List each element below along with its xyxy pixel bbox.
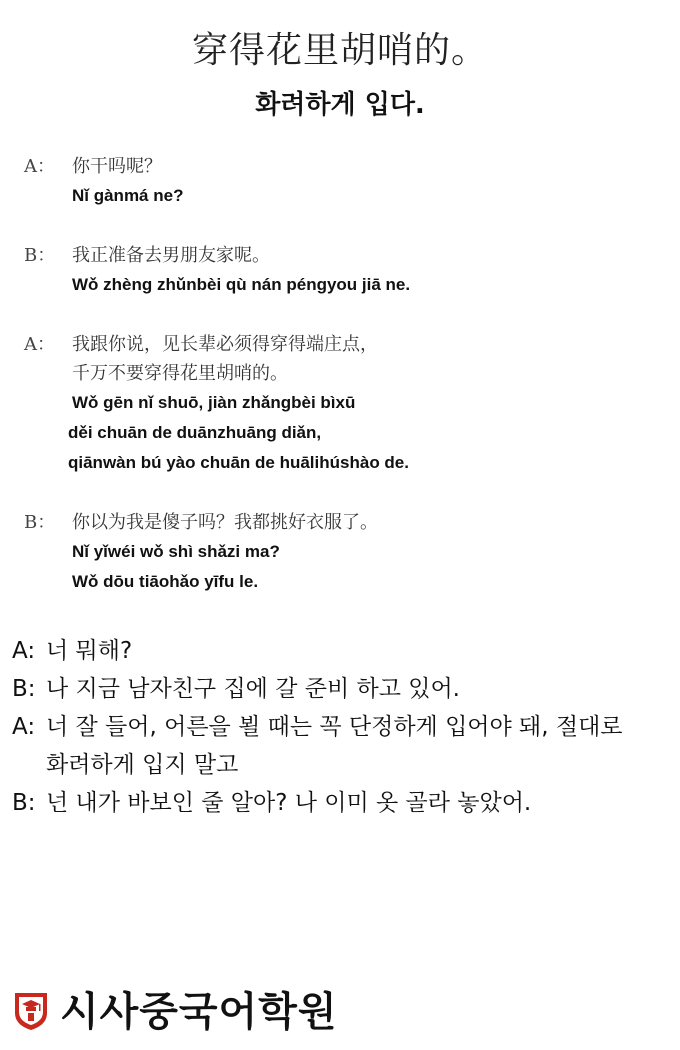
speaker-label: B:	[12, 676, 36, 702]
translation-row	[12, 708, 672, 746]
translation-row	[12, 784, 672, 822]
pinyin-line: qiānwàn bú yào chuān de huālihúshào de.	[68, 453, 409, 472]
chinese-line: 我正准备去男朋友家呢。	[72, 245, 270, 266]
red-shield-graduation-cap-icon	[12, 987, 50, 1031]
chinese-line: 我跟你说，见长辈必须得穿得端庄点，	[72, 334, 378, 355]
korean-translation	[12, 632, 672, 822]
speaker-label: A：	[24, 156, 55, 177]
chinese-line: 你以为我是傻子吗？我都挑好衣服了。	[72, 512, 378, 533]
translation-row	[12, 746, 672, 784]
title-chinese: 穿得花里胡哨的。	[191, 30, 488, 71]
translation-text: 나 지금 남자친구 집에 갈 준비 하고 있어.	[46, 676, 460, 702]
brand-name: 시사중국어학원	[60, 989, 338, 1035]
title-korean: 화려하게 입다.	[255, 90, 425, 120]
brand-footer	[12, 980, 337, 1037]
speaker-label: B:	[12, 790, 36, 816]
chinese-dialogue	[24, 152, 504, 627]
translation-row	[12, 632, 672, 670]
speaker-label: B：	[24, 512, 56, 533]
dialogue-turn	[24, 330, 504, 478]
translation-row	[12, 670, 672, 708]
pinyin-line: Wǒ dōu tiāohǎo yīfu le.	[72, 572, 259, 591]
pinyin-line: Nǐ gànmá ne?	[72, 186, 184, 205]
dialogue-turn	[24, 508, 504, 597]
speaker-label: A:	[12, 714, 36, 740]
pinyin-line: Nǐ yǐwéi wǒ shì shǎzi ma?	[72, 542, 280, 561]
speaker-label: A:	[12, 638, 36, 664]
dialogue-turn	[24, 152, 504, 211]
pinyin-line: Wǒ zhèng zhǔnbèi qù nán péngyou jiā ne.	[72, 275, 411, 294]
chinese-line: 千万不要穿得花里胡哨的。	[72, 363, 288, 384]
translation-text: 화려하게 입지 말고	[46, 752, 239, 778]
dialogue-turn	[24, 241, 504, 300]
translation-text: 너 뭐해?	[46, 638, 133, 664]
speaker-label: B：	[24, 245, 56, 266]
speaker-label: A：	[24, 334, 55, 355]
translation-text: 너 잘 들어, 어른을 뵐 때는 꼭 단정하게 입어야 돼, 절대로	[46, 714, 623, 740]
chinese-line: 你干吗呢？	[72, 156, 162, 177]
pinyin-line: děi chuān de duānzhuāng diǎn,	[68, 423, 322, 442]
translation-text: 넌 내가 바보인 줄 알아? 나 이미 옷 골라 놓았어.	[46, 790, 532, 816]
pinyin-line: Wǒ gēn nǐ shuō, jiàn zhǎngbèi bìxū	[72, 393, 356, 412]
